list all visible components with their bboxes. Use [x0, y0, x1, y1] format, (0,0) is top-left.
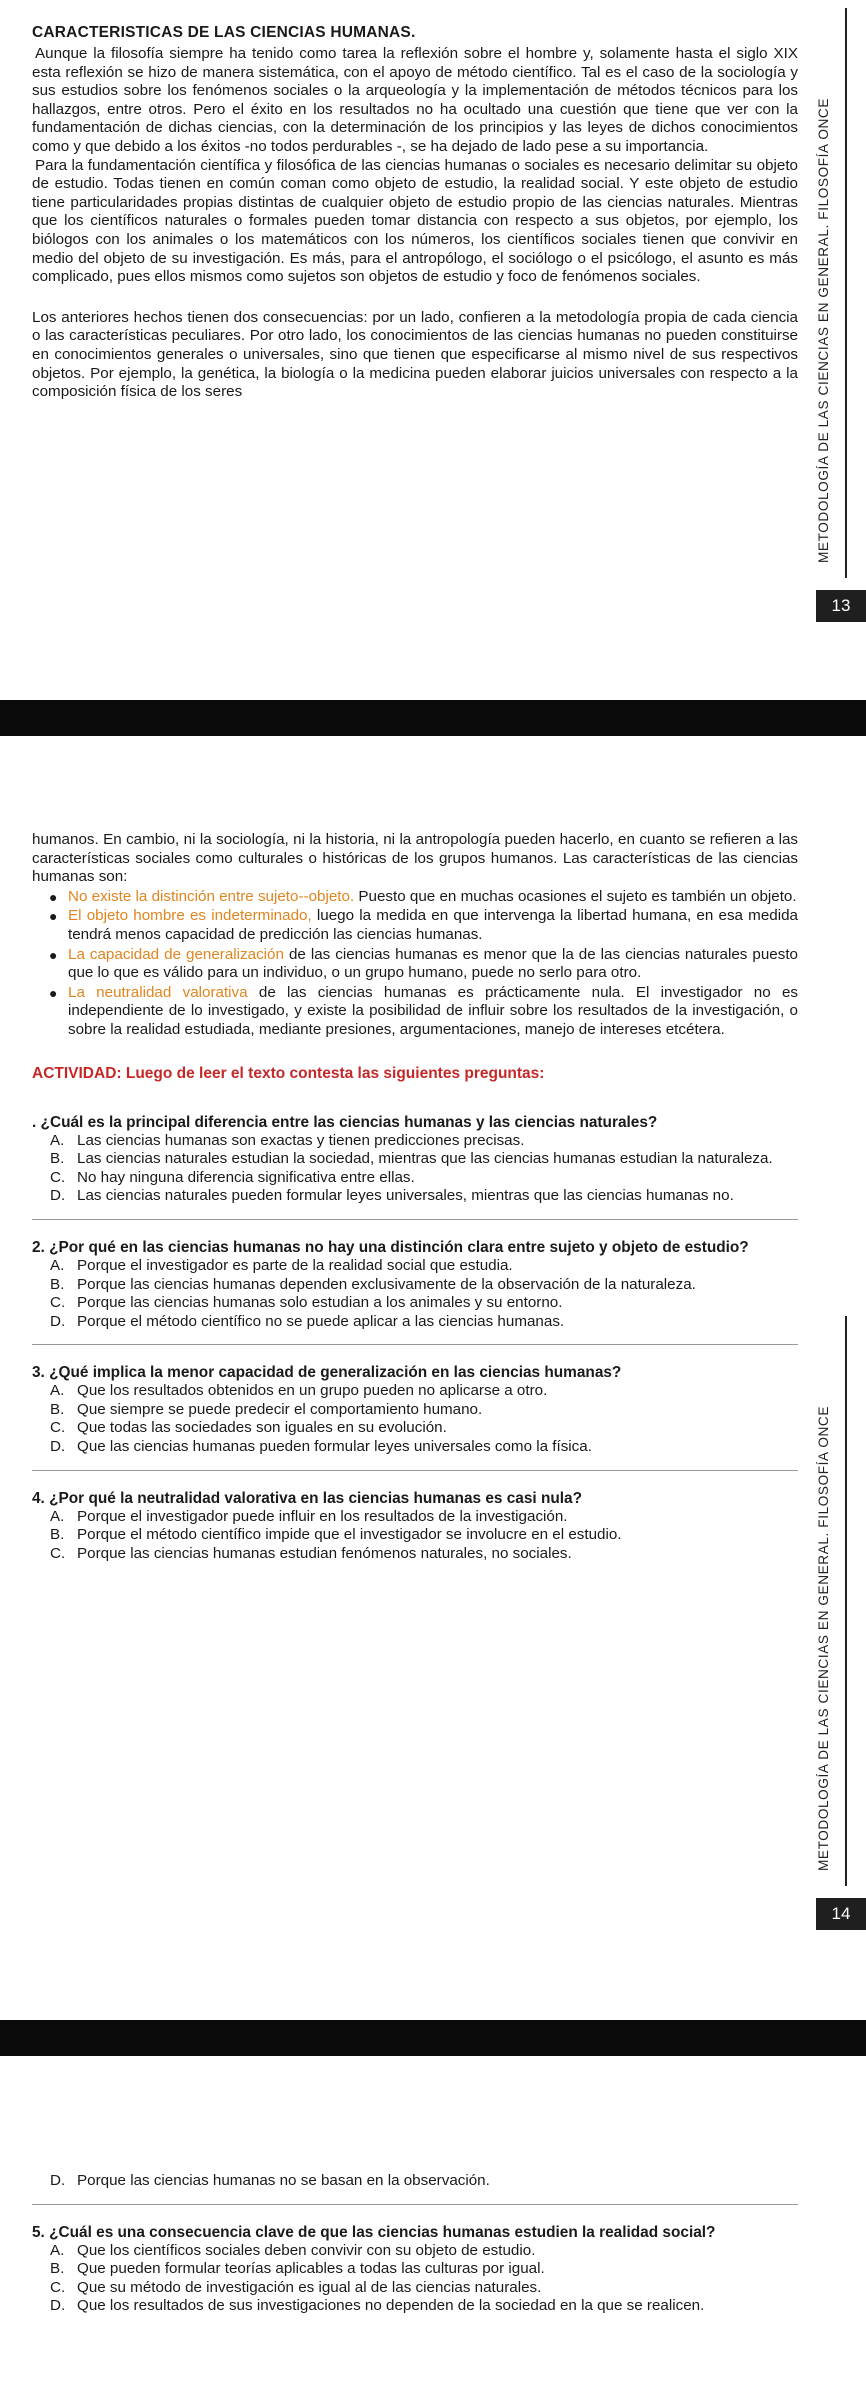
- option-d[interactable]: [32, 1313, 798, 1332]
- page-break-band: [0, 2020, 866, 2056]
- option-letter: A.: [50, 1131, 65, 1149]
- page-15: [0, 2056, 866, 2400]
- page-15-content: [32, 2172, 798, 2316]
- list-item: [32, 888, 798, 907]
- side-divider: [845, 8, 847, 578]
- option-letter: B.: [50, 1526, 65, 1544]
- option-letter: B.: [50, 1400, 65, 1418]
- item-text: de las ciencias humanas es menor que la de las ciencias naturales puesto que lo que es válido para un individuo, o un grupo humano, puede no serlo para otro.: [68, 945, 798, 982]
- option-a[interactable]: [32, 1132, 798, 1151]
- option-text: Porque el investigador puede influir en los resultados de la investigación.: [77, 1507, 568, 1525]
- option-letter: D.: [50, 2172, 66, 2189]
- option-letter: B.: [50, 1275, 65, 1293]
- option-c[interactable]: [32, 1419, 798, 1438]
- bullet-icon: ●: [49, 984, 58, 1001]
- option-a[interactable]: [32, 2242, 798, 2261]
- option-b[interactable]: [32, 1150, 798, 1169]
- activity-heading: ACTIVIDAD: Luego de leer el texto contesta las siguientes preguntas:: [32, 1064, 545, 1082]
- question-divider: [32, 1344, 798, 1345]
- option-b[interactable]: [32, 2260, 798, 2279]
- bullet-icon: ●: [49, 888, 58, 905]
- list-item: [32, 984, 798, 1040]
- option-b[interactable]: [32, 1401, 798, 1420]
- option-letter: B.: [50, 2260, 65, 2278]
- item-text: luego la medida en que intervenga la libertad humana, en esa medida tendrá menos capacidad de predicción las ciencias humanas.: [68, 907, 798, 943]
- question-5: [32, 2223, 798, 2316]
- option-text: Que los resultados obtenidos en un grupo pueden no aplicarse a otro.: [77, 1382, 548, 1400]
- page-13: [0, 0, 866, 700]
- option-b[interactable]: [32, 1276, 798, 1295]
- option-text: Que los científicos sociales deben convivir con su objeto de estudio.: [77, 2241, 536, 2259]
- paragraph-gap: [32, 287, 798, 309]
- option-d[interactable]: [32, 1438, 798, 1457]
- section-title: CARACTERISTICAS DE LAS CIENCIAS HUMANAS.: [32, 24, 416, 41]
- paragraph-3: Los anteriores hechos tienen dos consecuencias: por un lado, confieren a la metodología propia de cada ciencia o las características peculiares. Por otro lado, los conocimientos de las ciencias humanas no pueden constituirse en conocimientos generales o universales, sino que tienen que especificarse al mismo nivel de sus respectivos objetos. Por ejemplo, la genética, la biología o la medicina pueden elaborar juicios universales con respecto a la composición física de los seres: [32, 308, 798, 401]
- option-d[interactable]: [32, 2172, 798, 2191]
- option-text: Porque las ciencias humanas no se basan en la observación.: [77, 2172, 490, 2189]
- option-letter: A.: [50, 1382, 65, 1400]
- option-letter: C.: [50, 1419, 66, 1437]
- question-3: [32, 1363, 798, 1470]
- option-letter: D.: [50, 2297, 66, 2315]
- option-text: Que los resultados de sus investigaciones no dependen de la sociedad en la que se realicen.: [77, 2297, 705, 2315]
- question-title: 2. ¿Por qué en las ciencias humanas no hay una distinción clara entre sujeto y objeto de estudio?: [32, 1238, 749, 1256]
- option-letter: D.: [50, 1438, 66, 1456]
- bullet-icon: ●: [49, 908, 58, 925]
- highlight-text: La neutralidad valorativa: [68, 983, 248, 1001]
- item-text: de las ciencias humanas es prácticamente nula. El investigador no es independiente de lo investigado, y existe la posibilidad de influir sobre los resultados de la investigación, o sobre la realidad estudiada, mediante presiones, argumentaciones, manejo de intereses etcétera.: [68, 983, 799, 1038]
- question-title: 4. ¿Por qué la neutralidad valorativa en las ciencias humanas es casi nula?: [32, 1489, 583, 1507]
- option-letter: D.: [50, 1187, 66, 1205]
- page-14: [0, 736, 866, 2020]
- question-title: 3. ¿Qué implica la menor capacidad de generalización en las ciencias humanas?: [32, 1364, 622, 1382]
- page-number: 14: [816, 1898, 866, 1930]
- item-text: Puesto que en muchas ocasiones el sujeto es también un objeto.: [354, 887, 797, 905]
- page-13-content: [32, 24, 798, 402]
- side-label: METODOLOGÍA DE LAS CIENCIAS EN GENERAL. FILOSOFÍA ONCE: [816, 98, 831, 563]
- question-title: . ¿Cuál es la principal diferencia entre las ciencias humanas y las ciencias naturales?: [32, 1113, 658, 1131]
- option-text: Que las ciencias humanas pueden formular leyes universales como la física.: [77, 1438, 592, 1456]
- side-label: METODOLOGÍA DE LAS CIENCIAS EN GENERAL. FILOSOFÍA ONCE: [816, 1406, 831, 1871]
- option-text: Porque el investigador es parte de la realidad social que estudia.: [77, 1256, 513, 1274]
- option-text: Que todas las sociedades son iguales en su evolución.: [77, 1419, 447, 1437]
- question-1: [32, 1113, 798, 1220]
- question-2: [32, 1238, 798, 1345]
- option-b[interactable]: [32, 1526, 798, 1545]
- option-text: Porque el método científico impide que el investigador se involucre en el estudio.: [77, 1526, 622, 1544]
- option-letter: C.: [50, 2278, 66, 2296]
- side-divider: [845, 1316, 847, 1886]
- option-text: Las ciencias naturales estudian la sociedad, mientras que las ciencias humanas estudian la naturaleza.: [77, 1150, 773, 1168]
- option-text: Porque las ciencias humanas dependen exclusivamente de la observación de la naturaleza.: [77, 1275, 696, 1293]
- question-title: 5. ¿Cuál es una consecuencia clave de que las ciencias humanas estudien la realidad social?: [32, 2223, 716, 2241]
- option-letter: D.: [50, 1312, 66, 1330]
- list-item: [32, 907, 798, 944]
- option-letter: A.: [50, 2241, 65, 2259]
- option-text: Porque el método científico no se puede aplicar a las ciencias humanas.: [77, 1312, 565, 1330]
- question-divider: [32, 1219, 798, 1220]
- question-4: [32, 1489, 798, 1564]
- option-c[interactable]: [32, 1169, 798, 1188]
- option-letter: B.: [50, 1150, 65, 1168]
- option-text: Porque las ciencias humanas estudian fenómenos naturales, no sociales.: [77, 1544, 572, 1562]
- option-text: Que pueden formular teorías aplicables a todas las culturas por igual.: [77, 2260, 545, 2278]
- option-d[interactable]: [32, 1187, 798, 1206]
- option-text: Las ciencias naturales pueden formular leyes universales, mientras que las ciencias humanas no.: [77, 1187, 734, 1205]
- option-text: Que siempre se puede predecir el comportamiento humano.: [77, 1400, 483, 1418]
- option-c[interactable]: [32, 1545, 798, 1564]
- option-c[interactable]: [32, 1294, 798, 1313]
- continuation-paragraph: humanos. En cambio, ni la sociología, ni la historia, ni la antropología pueden hacerlo, en cuanto se refieren a las características sociales como culturales o históricas de los grupos humanos. Las características de las ciencias humanas son:: [32, 831, 798, 886]
- option-c[interactable]: [32, 2279, 798, 2298]
- highlight-text: No existe la distinción entre sujeto--objeto.: [68, 887, 355, 905]
- option-a[interactable]: [32, 1382, 798, 1401]
- question-divider: [32, 1470, 798, 1471]
- question-divider: [32, 2204, 798, 2205]
- highlight-text: El objeto hombre es indeterminado,: [68, 907, 312, 925]
- list-item: [32, 946, 798, 983]
- option-text: Las ciencias humanas son exactas y tienen predicciones precisas.: [77, 1131, 525, 1149]
- option-d[interactable]: [32, 2297, 798, 2316]
- option-letter: C.: [50, 1294, 66, 1312]
- option-letter: C.: [50, 1544, 66, 1562]
- option-text: No hay ninguna diferencia significativa entre ellas.: [77, 1168, 415, 1186]
- page-break-band: [0, 700, 866, 736]
- paragraph-1: Aunque la filosofía siempre ha tenido como tarea la reflexión sobre el hombre y, solamente hasta el siglo XIX esta reflexión se hizo de manera sistemática, con el apoyo de método científico. Tal es el caso de la sociología y sus estudios sobre los fenómenos sociales o la arqueología y la implementación de métodos técnicos para los hallazgos, entre otros. Pero el éxito en los resultados no ha ocultado una cuestión que tiene que ver con la fundamentación de dichas ciencias, con la determinación de los principios y las leyes de dichos conocimientos como y que debido a los éxitos -no todos perdurables -, se ha dejado de lado pese a su importancia.: [32, 45, 798, 155]
- option-letter: A.: [50, 1507, 65, 1525]
- option-a[interactable]: [32, 1257, 798, 1276]
- option-a[interactable]: [32, 1508, 798, 1527]
- page-number: 13: [816, 590, 866, 622]
- highlight-text: La capacidad de generalización: [68, 945, 284, 963]
- bullet-icon: ●: [49, 946, 58, 963]
- option-letter: A.: [50, 1256, 65, 1274]
- characteristics-list: [32, 888, 798, 1040]
- option-letter: C.: [50, 1168, 66, 1186]
- option-text: Porque las ciencias humanas solo estudian a los animales y su entorno.: [77, 1294, 563, 1312]
- paragraph-2: Para la fundamentación científica y filosófica de las ciencias humanas o sociales es necesario delimitar su objeto de estudio. Todas tienen en común coman como objeto de estudio, la realidad social. Y este objeto de estudio tiene particularidades propias distintas de cualquier objeto de estudio propio de las ciencias naturales. Mientras que los científicos naturales o formales pueden tomar distancia con respecto a sus objetos, por ejemplo, los biólogos con los animales o los matemáticos con los números, los científicos sociales tienen que convivir en medio del objeto de su investigación. Es más, para el antropólogo, el sociólogo o el psicólogo, el asunto es más complicado, pues ellos mismos como sujetos son objetos de estudio y foco de fenómenos sociales.: [32, 156, 798, 286]
- option-text: Que su método de investigación es igual al de las ciencias naturales.: [77, 2278, 542, 2296]
- page-14-content: [32, 831, 798, 1563]
